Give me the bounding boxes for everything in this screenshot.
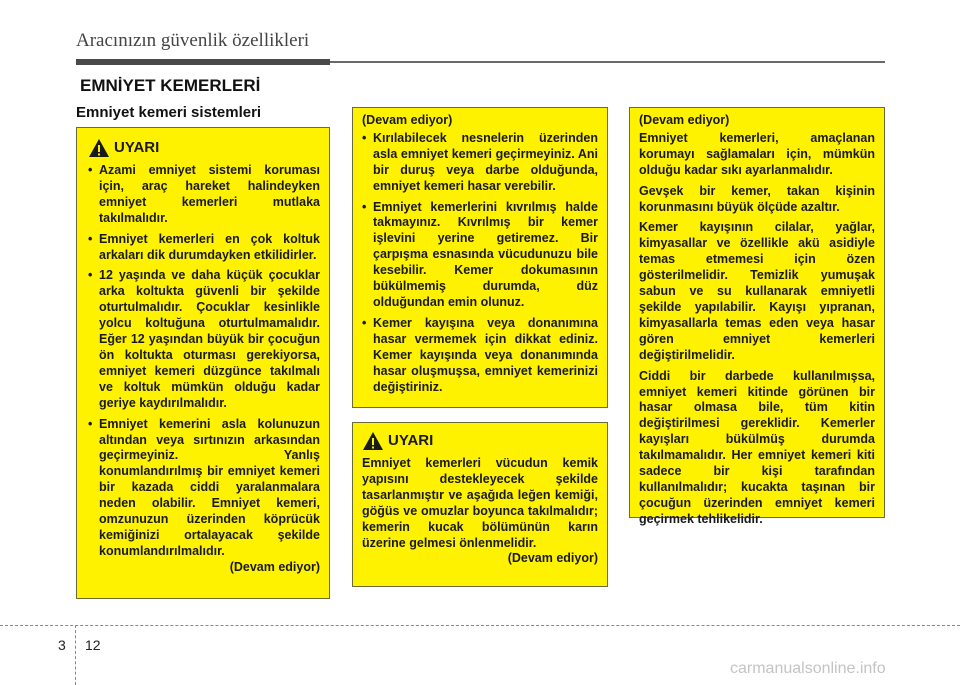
footer-vertical-divider [75,625,76,685]
footer-divider [0,625,960,626]
warning-heading: UYARI [388,432,434,450]
continued-from-label: (Devam ediyor) [362,113,453,127]
warning-paragraph: Kemer kayışının cilalar, yağlar, kimyasallar ve özellikle akü asidiyle temas etmemesi için özen gösterilmelidir. Temizlik yumuşak sabun ve su kullanarak emniyetli şekilde yapılabilir. Kayışı yıpranan, kimyasallarla temas eden veya hasar gören emniyet kemerleri değiştirilmelidir. [639,220,875,362]
watermark: carmanualsonline.info [730,660,886,677]
warning-paragraph: Gevşek bir kemer, takan kişinin korunmasını büyük ölçüde azaltır. [639,183,875,214]
section-title: EMNİYET KEMERLERİ [80,76,261,95]
warning-box-3 [352,422,608,587]
warning-box-1 [76,127,330,599]
warning-list-2 [362,131,598,396]
warning-header [88,138,320,158]
warning-paragraph: Emniyet kemerleri, amaçlanan korumayı sağlamaları için, mümkün olduğu kadar sıkı ayarlanmalıdır. [639,130,875,177]
list-item: • 12 yaşında ve daha küçük çocuklar arka koltukta güvenli bir şekilde oturtulmalıdır. Çocuklar kesinlikle yolcu koltuğuna oturtulmamalıdır. Eğer 12 yaşından büyük bir çocuğun ön koltukta oturması gerekiyorsa, emniyet kemeri düzgünce takılmalı ve koltuk mümkün olduğu kadar geriye kaydırılmalıdır. [88,268,320,411]
continued-from-label: (Devam ediyor) [639,113,730,127]
chapter-title: Aracınızın güvenlik özellikleri [76,30,310,51]
warning-paragraph: Ciddi bir darbede kullanılmışsa, emniyet kemeri kitinde görünen bir hasar olmasa bile, tüm kitin değiştirilmesi gereklidir. Kemerler kayışları bükülmüş durumda takılmamalıdır. Her emniyet kemeri kiti sadece bir kişi tarafından kullanılmalıdır; kucakta taşınan bir çocuğun üzerinden emniyet kemeri geçirmek tehlikelidir. [639,368,875,526]
warning-box-4 [629,107,885,526]
continued-label: (Devam ediyor) [229,559,320,574]
list-item: • Emniyet kemerlerini kıvrılmış halde takmayınız. Kıvrılmış bir kemer işlevini yerine getiremez. Bir çarpışma esnasında vücudunuzu bile kesebilir. Kemer dokumasının bükülmemiş durumda, düz olduğundan emin olunuz. [362,200,598,311]
warning-header [362,431,598,451]
warning-triangle-icon [88,138,110,158]
warning-text: Emniyet kemerleri vücudun kemik yapısını destekleyecek şekilde tasarlanmıştır ve aşağıda leğen kemiği, göğüs ve omuzlar boyunca takılmalıdır; kemerin kucak bölümünün karın üzerine gelmesi önlenmelidir. [362,456,598,550]
list-item: • Azami emniyet sistemi koruması için, araç hareket halindeyken emniyet kemerleri mutlaka takılmalıdır. [88,163,320,227]
continued-label: (Devam ediyor) [507,551,598,566]
list-item: • Emniyet kemerleri en çok koltuk arkaları dik durumdayken etkilidirler. [88,232,320,264]
warning-heading: UYARI [114,139,160,157]
chapter-number: 3 [58,637,66,653]
warning-triangle-icon [362,431,384,451]
page-number: 12 [85,637,101,653]
list-item: • Emniyet kemerini asla kolunuzun altından veya sırtınızın arkasından geçirmeyiniz. Yanlış konumlandırılmış bir emniyet kemeri bir kazada ciddi yaralanmalara neden olabilir. Emniyet kemeri, omzunuzun üzerinden köprücük kemiğinizi ortalayacak şekilde konumlandırılmalıdır. [88,417,320,560]
list-item: • Kemer kayışına veya donanımına hasar vermemek için dikkat ediniz. Kemer kayışında veya donanımında hasar oluşmuşsa, emniyet kemerinizi değiştiriniz. [362,316,598,396]
header-rule-thick [76,59,330,65]
list-item: • Kırılabilecek nesnelerin üzerinden asla emniyet kemeri geçirmeyiniz. Ani bir duruş veya darbe olduğunda, emniyet kemeri hasar verebilir. [362,131,598,195]
warning-box-2 [352,107,608,408]
warning-list-1 [88,163,320,560]
subsection-title: Emniyet kemeri sistemleri [76,104,262,121]
header-rule-thin [330,61,885,63]
